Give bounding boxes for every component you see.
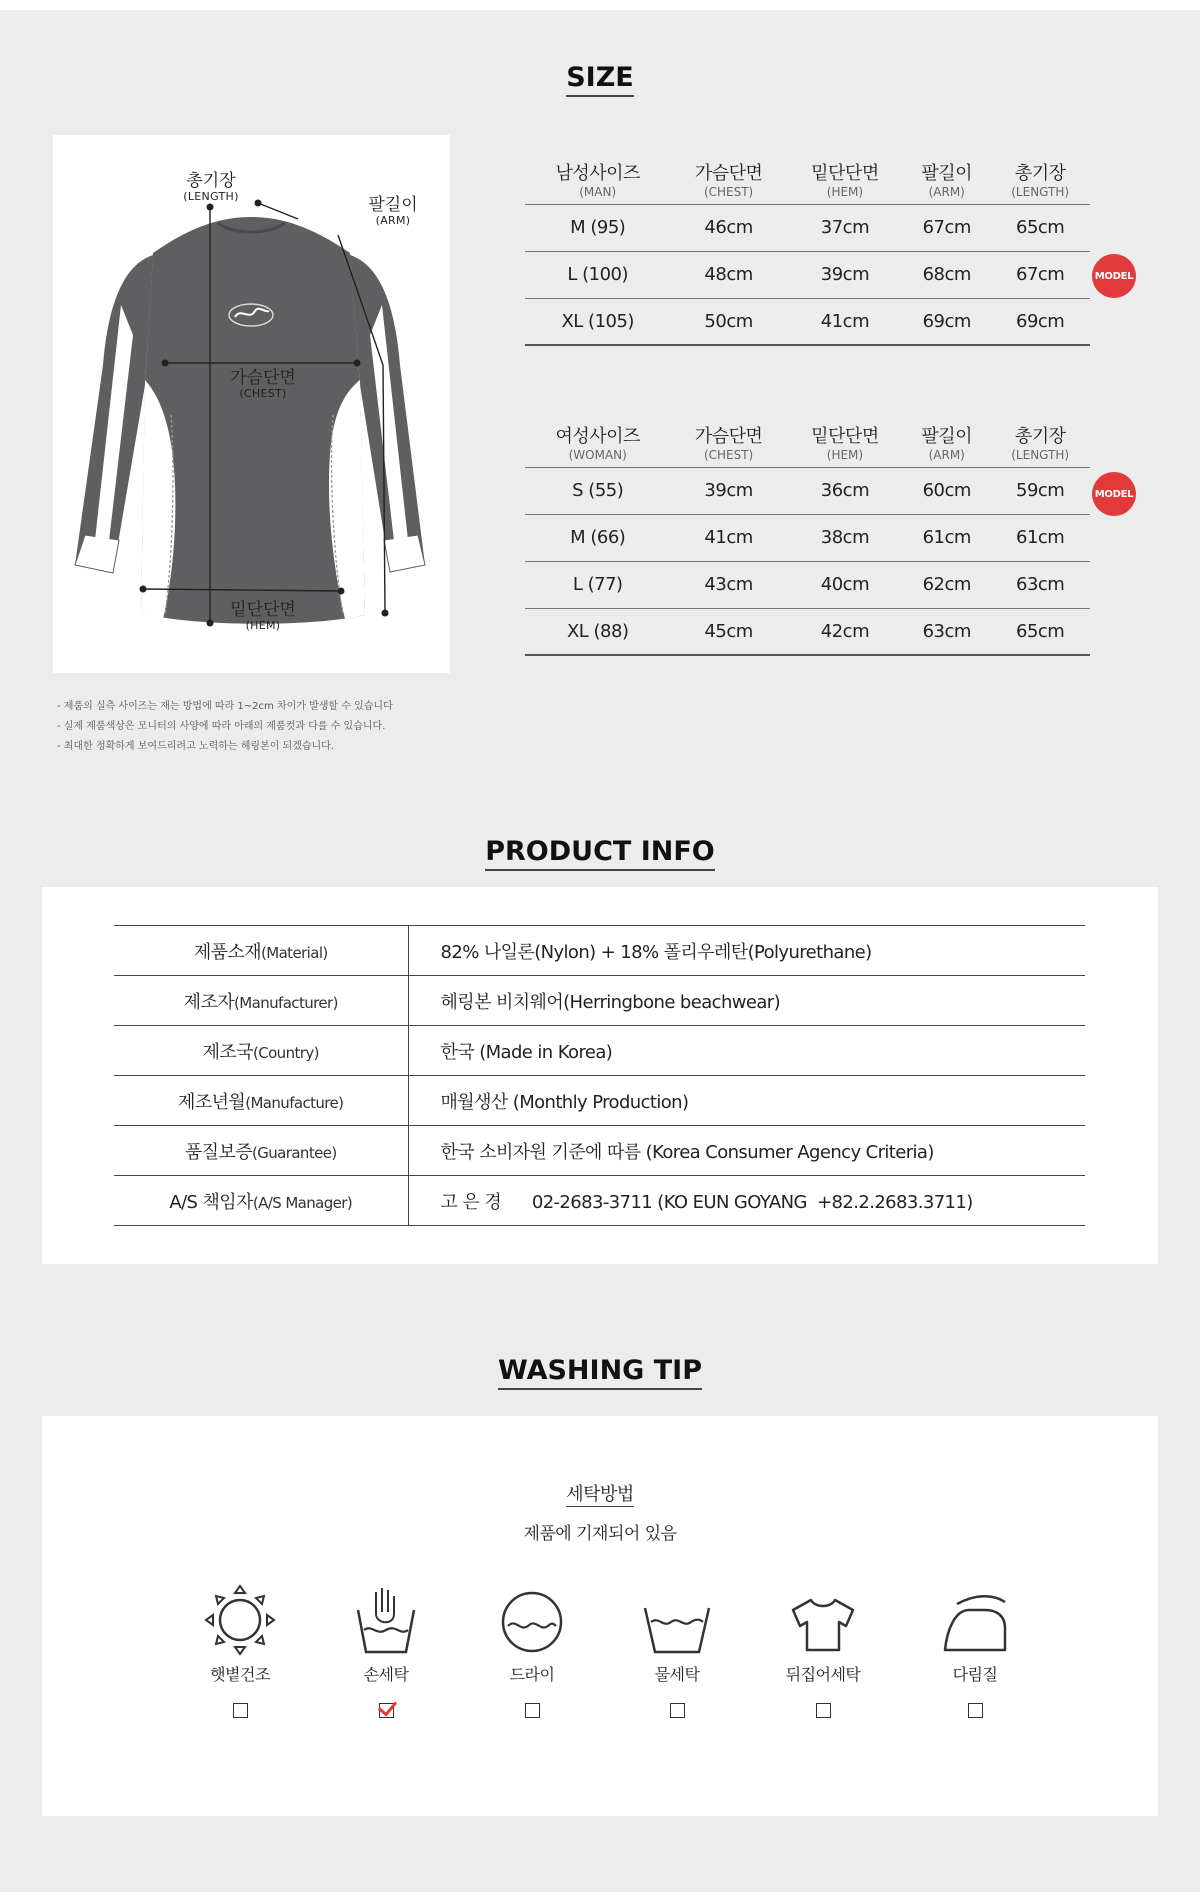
iron-checkbox — [968, 1703, 983, 1718]
inside-out-wash-icon — [783, 1580, 863, 1660]
washing-method-label: 세탁방법 — [566, 1480, 634, 1507]
diagram-label-chest: 가슴단면 (CHEST) — [230, 368, 296, 400]
info-key: 제조자(Manufacturer) — [114, 976, 408, 1026]
wash-item-sun-dry — [180, 1580, 300, 1718]
washing-heading — [0, 1480, 1200, 1544]
cell: 68cm — [903, 251, 990, 298]
wash-item-dry-clean — [472, 1580, 592, 1718]
table-row — [525, 467, 1090, 514]
product-info-table — [114, 925, 1085, 1226]
table-row — [114, 1026, 1085, 1076]
header-size: 남성사이즈 (MAN) — [525, 150, 670, 204]
info-value: 82% 나일론(Nylon) + 18% 폴리우레탄(Polyurethane) — [408, 926, 1085, 976]
cell: 39cm — [670, 467, 786, 514]
header-chest: 가슴단면 (CHEST) — [670, 150, 786, 204]
women-size-table — [525, 413, 1090, 656]
size-diagram — [53, 135, 450, 673]
info-value: 한국 소비자원 기준에 따름 (Korea Consumer Agency Criteria) — [408, 1126, 1085, 1176]
cell: 50cm — [670, 298, 786, 345]
cell: S (55) — [525, 467, 670, 514]
sun-dry-checkbox — [233, 1703, 248, 1718]
header-length: 총기장 (LENGTH) — [990, 150, 1090, 204]
info-value: 고 은 경 02-2683-3711 (KO EUN GOYANG +82.2.2683.3711) — [408, 1176, 1085, 1226]
note-line: - 실제 제품색상은 모니터의 사양에 따라 아래의 제품컷과 다를 수 있습니다. — [57, 721, 386, 732]
model-badge-men: MODEL — [1092, 254, 1136, 298]
table-row — [114, 1176, 1085, 1226]
cell: XL (88) — [525, 608, 670, 655]
table-row — [525, 514, 1090, 561]
model-badge-women: MODEL — [1092, 472, 1136, 516]
note-line: - 제품의 실측 사이즈는 재는 방법에 따라 1~2cm 차이가 발생할 수 있습니다 — [57, 701, 393, 712]
note-line: - 최대한 정확하게 보여드리려고 노력하는 헤링본이 되겠습니다. — [57, 741, 335, 752]
men-size-table — [525, 150, 1090, 346]
cell: L (100) — [525, 251, 670, 298]
diagram-label-hem: 밑단단면 (HEM) — [230, 600, 296, 632]
dry-clean-icon — [492, 1580, 572, 1660]
table-row — [525, 561, 1090, 608]
cell: M (95) — [525, 204, 670, 251]
info-key: 제조년월(Manufacture) — [114, 1076, 408, 1126]
table-row — [114, 1076, 1085, 1126]
info-key: 제조국(Country) — [114, 1026, 408, 1076]
cell: 69cm — [903, 298, 990, 345]
cell: 69cm — [990, 298, 1090, 345]
iron-icon — [935, 1580, 1015, 1660]
washing-tip-title: WASHING TIP — [0, 1355, 1200, 1390]
cell: 36cm — [787, 467, 903, 514]
header-hem: 밑단단면 (HEM) — [787, 150, 903, 204]
wash-label: 햇볕건조 — [210, 1665, 270, 1684]
cell: 65cm — [990, 204, 1090, 251]
table-row — [525, 204, 1090, 251]
sun-dry-icon — [200, 1580, 280, 1660]
hand-wash-icon — [346, 1580, 426, 1660]
cell: 60cm — [903, 467, 990, 514]
table-row — [114, 926, 1085, 976]
cell: 40cm — [787, 561, 903, 608]
cell: 62cm — [903, 561, 990, 608]
inside-out-checkbox — [816, 1703, 831, 1718]
info-value: 한국 (Made in Korea) — [408, 1026, 1085, 1076]
header-arm: 팔길이 (ARM) — [903, 150, 990, 204]
wash-label: 뒤집어세탁 — [785, 1665, 861, 1684]
water-wash-icon — [637, 1580, 717, 1660]
wash-item-water-wash — [617, 1580, 737, 1718]
cell: 38cm — [787, 514, 903, 561]
diagram-label-arm: 팔길이 (ARM) — [368, 195, 418, 227]
cell: 43cm — [670, 561, 786, 608]
cell: 41cm — [670, 514, 786, 561]
table-header-row — [525, 413, 1090, 467]
table-row — [525, 608, 1090, 655]
diagram-label-length: 총기장 (LENGTH) — [183, 171, 239, 203]
header-chest: 가슴단면 (CHEST) — [670, 413, 786, 467]
info-key: 제품소재(Material) — [114, 926, 408, 976]
cell: 67cm — [990, 251, 1090, 298]
wash-item-hand-wash — [326, 1580, 446, 1718]
washing-subheading: 제품에 기재되어 있음 — [523, 1524, 677, 1544]
header-arm: 팔길이 (ARM) — [903, 413, 990, 467]
cell: 46cm — [670, 204, 786, 251]
info-key: A/S 책임자(A/S Manager) — [114, 1176, 408, 1226]
cell: M (66) — [525, 514, 670, 561]
cell: 41cm — [787, 298, 903, 345]
table-row — [114, 1126, 1085, 1176]
table-row — [114, 976, 1085, 1026]
cell: 45cm — [670, 608, 786, 655]
wash-label: 물세탁 — [654, 1665, 700, 1684]
cell: 39cm — [787, 251, 903, 298]
wash-label: 손세탁 — [363, 1665, 409, 1684]
cell: 42cm — [787, 608, 903, 655]
cell: L (77) — [525, 561, 670, 608]
wash-item-iron — [915, 1580, 1035, 1718]
wash-label: 드라이 — [509, 1665, 555, 1684]
table-header-row — [525, 150, 1090, 204]
cell: 61cm — [903, 514, 990, 561]
cell: 65cm — [990, 608, 1090, 655]
cell: 63cm — [990, 561, 1090, 608]
cell: 59cm — [990, 467, 1090, 514]
info-key: 품질보증(Guarantee) — [114, 1126, 408, 1176]
cell: 48cm — [670, 251, 786, 298]
hand-wash-checkbox — [379, 1703, 394, 1718]
wash-item-inside-out — [763, 1580, 883, 1718]
header-hem: 밑단단면 (HEM) — [787, 413, 903, 467]
header-length: 총기장 (LENGTH) — [990, 413, 1090, 467]
wash-label: 다림질 — [952, 1665, 998, 1684]
table-row — [525, 251, 1090, 298]
header-size: 여성사이즈 (WOMAN) — [525, 413, 670, 467]
size-notes — [57, 697, 393, 757]
cell: 67cm — [903, 204, 990, 251]
size-section-title: SIZE — [0, 62, 1200, 97]
product-info-title: PRODUCT INFO — [0, 836, 1200, 871]
info-value: 헤링본 비치웨어(Herringbone beachwear) — [408, 976, 1085, 1026]
dry-clean-checkbox — [525, 1703, 540, 1718]
cell: 61cm — [990, 514, 1090, 561]
table-row — [525, 298, 1090, 345]
cell: XL (105) — [525, 298, 670, 345]
info-value: 매월생산 (Monthly Production) — [408, 1076, 1085, 1126]
cell: 63cm — [903, 608, 990, 655]
water-wash-checkbox — [670, 1703, 685, 1718]
cell: 37cm — [787, 204, 903, 251]
